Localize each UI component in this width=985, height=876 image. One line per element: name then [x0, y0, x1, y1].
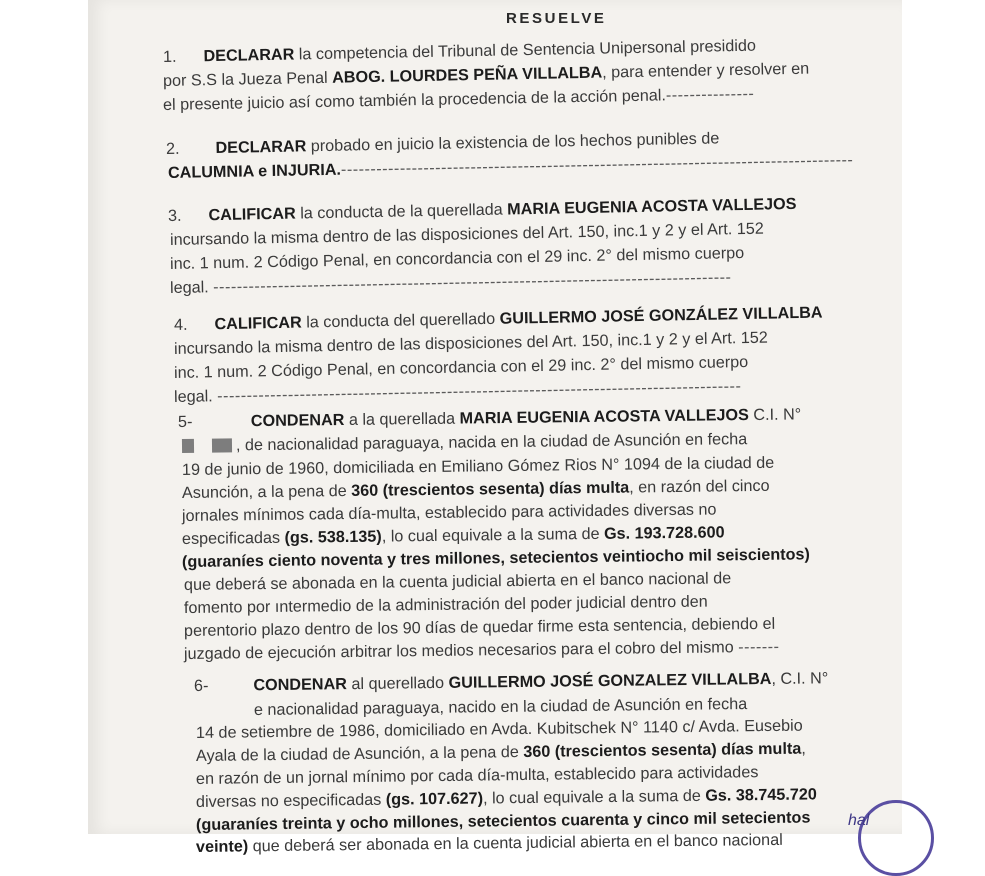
fine-amount-words: veinte) — [195, 837, 249, 856]
item-2-number: 2. — [165, 139, 180, 158]
item-3-line-3: inc. 1 num. 2 Código Penal, en concordancia con el 29 inc. 2° del mismo cuerpo — [169, 243, 745, 273]
fine-amount-words: (guaraníes ciento noventa y tres millones, setecientos veintiocho mil seiscientos) — [181, 545, 810, 571]
daily-rate: (gs. 107.627) — [385, 789, 484, 809]
item-6-text: que deberá ser abonada en la cuenta judicial abierta en el banco nacional — [248, 830, 783, 856]
item-6-text: Ayala de la ciudad de Asunción, a la pena de — [195, 743, 524, 765]
official-stamp — [858, 800, 934, 876]
dash-fill: ----------------------------------------------------------------------------------------- — [217, 377, 742, 406]
item-6-text: , C.I. N° — [771, 669, 829, 688]
signature-mark: hal — [848, 812, 870, 829]
item-1-text: , para entender y resolver en — [602, 59, 810, 82]
item-5-text: a la querellada — [344, 409, 460, 429]
item-3-number: 3. — [167, 206, 182, 225]
fine-amount-words: (guaraníes treinta y ocho millones, setecientos cuarenta y cinco mil setecientos — [195, 808, 811, 834]
item-5-verb: CONDENAR — [250, 410, 345, 431]
document-page — [88, 0, 902, 856]
dash-fill: --------------- — [665, 84, 755, 105]
dash-fill: --------------------------------------------------------------------------------------- — [340, 150, 854, 179]
item-6-number: 6- — [193, 676, 209, 695]
item-3-line-2: incursando la misma dentro de las disposiciones del Art. 150, inc.1 y 2 y el Art. 152 — [169, 219, 764, 249]
heading-resuelve: RESUELVE — [506, 10, 607, 27]
item-6-text: , lo cual equivale a la suma de — [482, 786, 706, 808]
item-4-text: la conducta del querellado — [301, 309, 500, 332]
item-5-line-10: perentorio plazo dentro de los 90 días de quedar firme esta sentencia, debiendo el — [183, 614, 776, 640]
defendant-2-name: GUILLERMO JOSÉ GONZÁLEZ VILLALBA — [499, 303, 823, 328]
item-5-line-8: que deberá se abonada en la cuenta judicial abierta en el banco nacional de — [183, 569, 732, 594]
item-5-line-9: fomento por ıntermedio de la administración del poder judicial dentro den — [183, 592, 708, 617]
item-6-verb: CONDENAR — [253, 675, 348, 695]
penalty: 360 (trescientos sesenta) días multa — [351, 478, 630, 500]
item-5-text: especificadas — [181, 528, 285, 548]
daily-rate: (gs. 538.135) — [284, 527, 382, 547]
item-1-text: el presente juicio así como también la procedencia de la acción penal. — [162, 86, 667, 114]
item-2-text: probado en juicio la existencia de los hechos punibles de — [306, 129, 720, 156]
item-5-text: , en razón del cinco — [629, 476, 770, 497]
redaction-block — [182, 439, 194, 453]
dash-fill: ---------------------------------------------------------------------------------------- — [213, 268, 732, 297]
item-5-text: juzgado de ejecución arbitrar los medios necesarios para el cobro del mismo — [183, 638, 739, 663]
offenses: CALUMNIA e INJURIA. — [167, 160, 342, 182]
judge-name: ABOG. LOURDES PEÑA VILLALBA — [331, 63, 603, 87]
item-5-text: , de nacionalidad paraguaya, nacida en la ciudad de Asunción en fecha — [235, 430, 748, 455]
dash-fill: ------- — [738, 637, 780, 657]
penalty: 360 (trescientos sesenta) días multa — [523, 739, 802, 762]
item-5-line-5: jornales mínimos cada día-multa, establecido para actividades diversas no — [181, 500, 717, 525]
item-3-text: la conducta de la querellada — [295, 200, 508, 223]
item-4-line-2: incursando la misma dentro de las disposiciones del Art. 150, inc.1 y 2 y el Art. 152 — [173, 328, 768, 358]
item-1-verb: DECLARAR — [203, 45, 295, 66]
item-5-text: , lo cual equivale a la suma de — [381, 524, 605, 546]
item-1-text: la competencia del Tribunal de Sentencia Unipersonal presidido — [294, 36, 757, 64]
defendant-2-name: GUILLERMO JOSÉ GONZALEZ VILLALBA — [448, 669, 772, 692]
item-4-line-3: inc. 1 num. 2 Código Penal, en concordancia con el 29 inc. 2° del mismo cuerpo — [173, 352, 749, 382]
item-6-line-2: e nacionalidad paraguaya, nacido en la ciudad de Asunción en fecha — [253, 694, 748, 719]
item-5-text: C.I. N° — [748, 405, 802, 425]
item-1-number: 1. — [162, 47, 177, 66]
item-6-text: , — [801, 739, 806, 758]
item-3-text: legal. — [169, 278, 214, 297]
item-5-text: Asunción, a la pena de — [181, 481, 352, 502]
item-2-verb: DECLARAR — [215, 137, 307, 158]
fine-amount: Gs. 38.745.720 — [705, 785, 817, 805]
item-3-verb: CALIFICAR — [208, 204, 296, 225]
item-4-verb: CALIFICAR — [214, 313, 302, 334]
item-6-line-5: en razón de un jornal mínimo por cada día-multa, establecido para actividades — [195, 763, 759, 788]
redaction-block — [212, 438, 232, 452]
item-5-line-3: 19 de junio de 1960, domiciliada en Emiliano Gómez Rios N° 1094 de la ciudad de — [181, 453, 775, 479]
item-6-text: diversas no especificadas — [195, 790, 386, 811]
fine-amount: Gs. 193.728.600 — [603, 523, 725, 543]
item-6-text: al querellado — [346, 673, 449, 694]
item-6-line-3: 14 de setiembre de 1986, domiciliado en Avda. Kubitschek N° 1140 c/ Avda. Eusebio — [195, 716, 803, 742]
defendant-1-name: MARIA EUGENIA ACOSTA VALLEJOS — [507, 194, 797, 219]
defendant-1-name: MARIA EUGENIA ACOSTA VALLEJOS — [459, 406, 749, 428]
item-4-number: 4. — [173, 315, 188, 334]
item-4-text: legal. — [173, 387, 218, 406]
item-5-number: 5- — [177, 412, 193, 431]
item-1-text: por S.S la Jueza Penal — [162, 68, 333, 90]
